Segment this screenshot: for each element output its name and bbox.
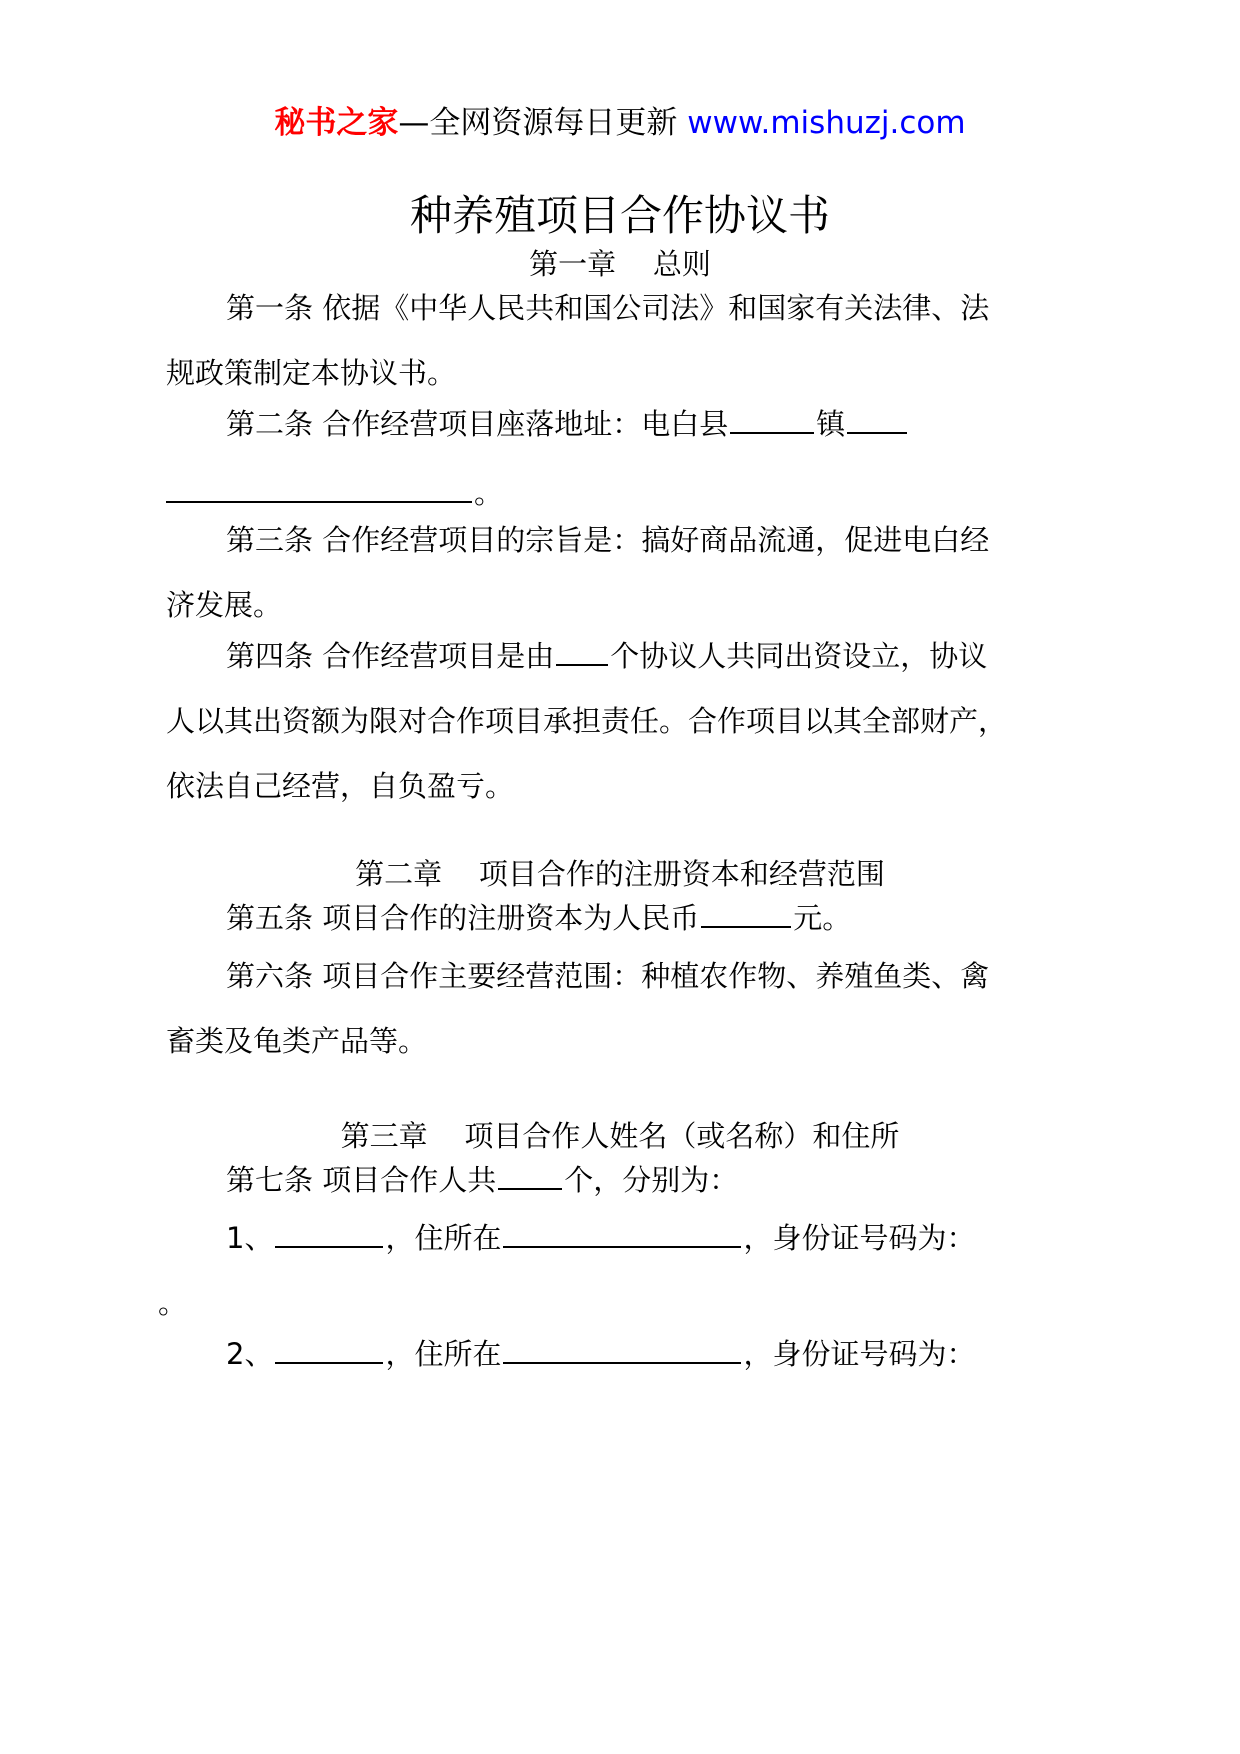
- partner-2-address-label: ，住所在: [385, 1337, 502, 1371]
- chapter-3-heading: 第三章 项目合作人姓名（或名称）和住所: [340, 1119, 900, 1153]
- partner-1: [158, 1206, 1076, 1336]
- partner-2-line-1: [166, 1322, 1076, 1387]
- article-2: [166, 392, 1076, 526]
- article-7-suffix: 个，分别为：: [564, 1163, 739, 1197]
- article-4: [166, 624, 1076, 819]
- article-2-end: 。: [474, 476, 504, 510]
- article-2-town-label: 镇: [816, 407, 846, 441]
- chapter-2-heading: 第二章 项目合作的注册资本和经营范围: [355, 857, 885, 891]
- partner-1-name-blank: [275, 1218, 383, 1248]
- partner-1-address-blank: [503, 1218, 741, 1248]
- article-6-line-2: 畜类及龟类产品等。: [166, 1024, 428, 1058]
- partner-2-address-blank: [503, 1334, 741, 1364]
- article-1-line-2: 规政策制定本协议书。: [166, 356, 457, 390]
- site-url-link[interactable]: www.mishuzj.com: [687, 105, 966, 141]
- article-6-line-1: 第六条 项目合作主要经营范围：种植农作物、养殖鱼类、禽: [226, 959, 990, 993]
- article-7-prefix: 第七条 项目合作人共: [226, 1163, 497, 1197]
- partner-2: [166, 1322, 1076, 1387]
- address-blank-1: [847, 404, 907, 434]
- partner-1-id-label: ，身份证号码为：: [743, 1221, 976, 1255]
- partner-1-line-1: [166, 1206, 1076, 1271]
- partner-2-name-blank: [275, 1334, 383, 1364]
- article-4-suffix: 个协议人共同出资设立，协议: [610, 639, 988, 673]
- article-4-line-3: 依法自己经营，自负盈亏。: [166, 769, 515, 803]
- partner-2-id-label: ，身份证号码为：: [743, 1337, 976, 1371]
- capital-amount-blank: [701, 898, 791, 928]
- partner-total-blank: [498, 1160, 562, 1190]
- article-2-line-1: [166, 392, 1076, 457]
- article-3-line-2: 济发展。: [166, 588, 283, 622]
- partner-count-blank: [556, 636, 608, 666]
- article-4-prefix: 第四条 合作经营项目是由: [226, 639, 555, 673]
- article-7: [166, 1148, 1076, 1213]
- brand-name: 秘书之家: [274, 105, 399, 141]
- partner-1-address-label: ，住所在: [385, 1221, 502, 1255]
- site-slogan: —全网资源每日更新: [398, 105, 688, 141]
- address-blank-2: [166, 473, 472, 503]
- article-3-line-1: 第三条 合作经营项目的宗旨是：搞好商品流通，促进电白经: [226, 523, 990, 557]
- partner-1-line-2: 。: [158, 1286, 188, 1320]
- article-5-suffix: 元。: [793, 901, 852, 935]
- chapter-1-heading: 第一章 总则: [529, 247, 711, 281]
- site-header: [0, 100, 1240, 146]
- article-4-line-1: [166, 624, 1076, 689]
- document-title: 种养殖项目合作协议书: [409, 191, 830, 240]
- partner-2-number: 2、: [226, 1337, 274, 1371]
- partner-1-number: 1、: [226, 1221, 274, 1255]
- article-6: [166, 944, 1076, 1074]
- article-5-line-1: [166, 886, 1076, 951]
- article-3: [166, 508, 1076, 638]
- article-1: [166, 276, 1076, 406]
- article-2-prefix: 第二条 合作经营项目座落地址：电白县: [226, 407, 729, 441]
- article-5-prefix: 第五条 项目合作的注册资本为人民币: [226, 901, 700, 935]
- article-5: [166, 886, 1076, 951]
- article-7-line-1: [166, 1148, 1076, 1213]
- town-blank: [730, 404, 814, 434]
- article-1-line-1: 第一条 依据《中华人民共和国公司法》和国家有关法律、法: [226, 291, 990, 325]
- article-4-line-2: 人以其出资额为限对合作项目承担责任。合作项目以其全部财产，: [166, 704, 1008, 738]
